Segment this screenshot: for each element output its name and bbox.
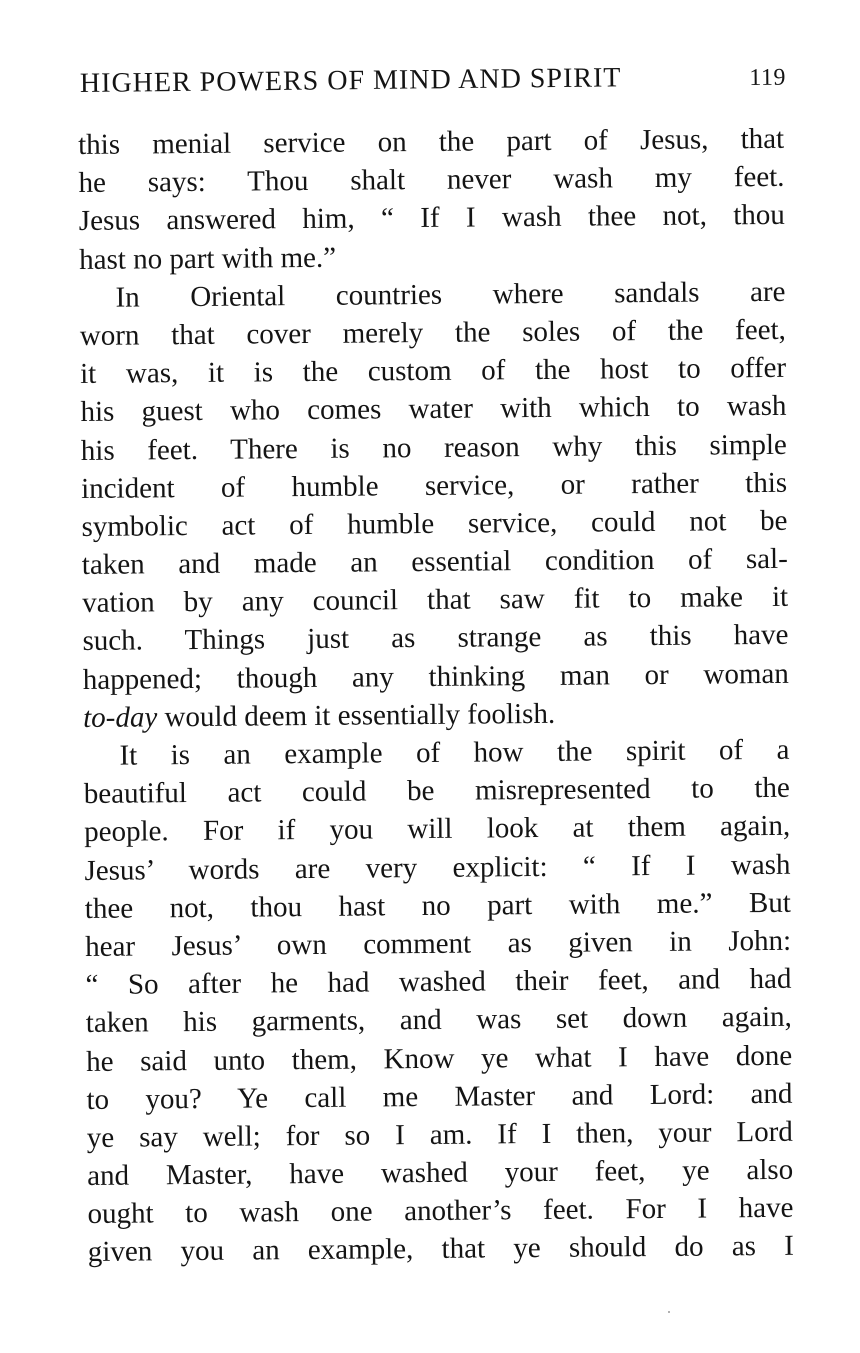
text-line: he said unto them, Know ye what I have done [86, 1039, 793, 1078]
text-line: vation by any council that saw fit to make it [82, 581, 789, 620]
body-text [78, 120, 794, 1272]
text-line: thee not, thou hast no part with me.” But [84, 886, 791, 925]
running-title: HIGHER POWERS OF MIND AND SPIRIT [79, 62, 622, 99]
text-line: people. For if you will look at them again, [84, 810, 791, 849]
text-line: hast no part with me.” [79, 241, 337, 276]
text-line: Jesus’ words are very explicit: “ If I wash [84, 848, 791, 887]
running-head [80, 61, 786, 108]
text-line: ye say well; for so I am. If I then, your Lord [86, 1115, 793, 1154]
text-line: this menial service on the part of Jesus, that [78, 122, 785, 161]
text-line: his feet. There is no reason why this simple [80, 428, 787, 467]
text-line: It is an example of how the spirit of a [119, 733, 790, 772]
text-line: “ So after he had washed their feet, and had [85, 962, 792, 1002]
text-line: incident of humble service, or rather this [81, 466, 788, 505]
text-line: symbolic act of humble service, could not be [81, 504, 788, 543]
text-line: beautiful act could be misrepresented to the [83, 772, 790, 811]
text-line: Jesus answered him, “ If I wash thee not, thou [78, 199, 785, 238]
text-line: taken and made an essential condition of sal- [81, 542, 788, 582]
text-line [83, 693, 789, 737]
text-run: would deem it essentially foolish. [157, 697, 556, 734]
text-line: worn that cover merely the soles of the feet, [79, 313, 786, 352]
italic-word: to-day [83, 701, 158, 734]
text-line: he says: Thou shalt never wash my feet. [78, 161, 785, 200]
text-line: to you? Ye call me Master and Lord: and [86, 1077, 793, 1116]
text-line: ought to wash one another’s feet. For I have [87, 1192, 794, 1231]
text-line: hear Jesus’ own comment as given in John: [85, 924, 792, 963]
text-line: In Oriental countries where sandals are [115, 275, 786, 314]
text-line: it was, it is the custom of the host to offer [80, 351, 787, 391]
text-line: happened; though any thinking man or woman [82, 657, 789, 696]
text-line: and Master, have washed your feet, ye also [87, 1153, 794, 1193]
page-number: 119 [749, 64, 787, 91]
text-line: given you an example, that ye should do as I [87, 1230, 794, 1269]
text-line: such. Things just as strange as this have [82, 619, 789, 658]
text-line: his guest who comes water with which to wash [80, 390, 787, 429]
scan-speck [668, 1311, 670, 1313]
text-line: taken his garments, and was set down again, [85, 1001, 792, 1040]
